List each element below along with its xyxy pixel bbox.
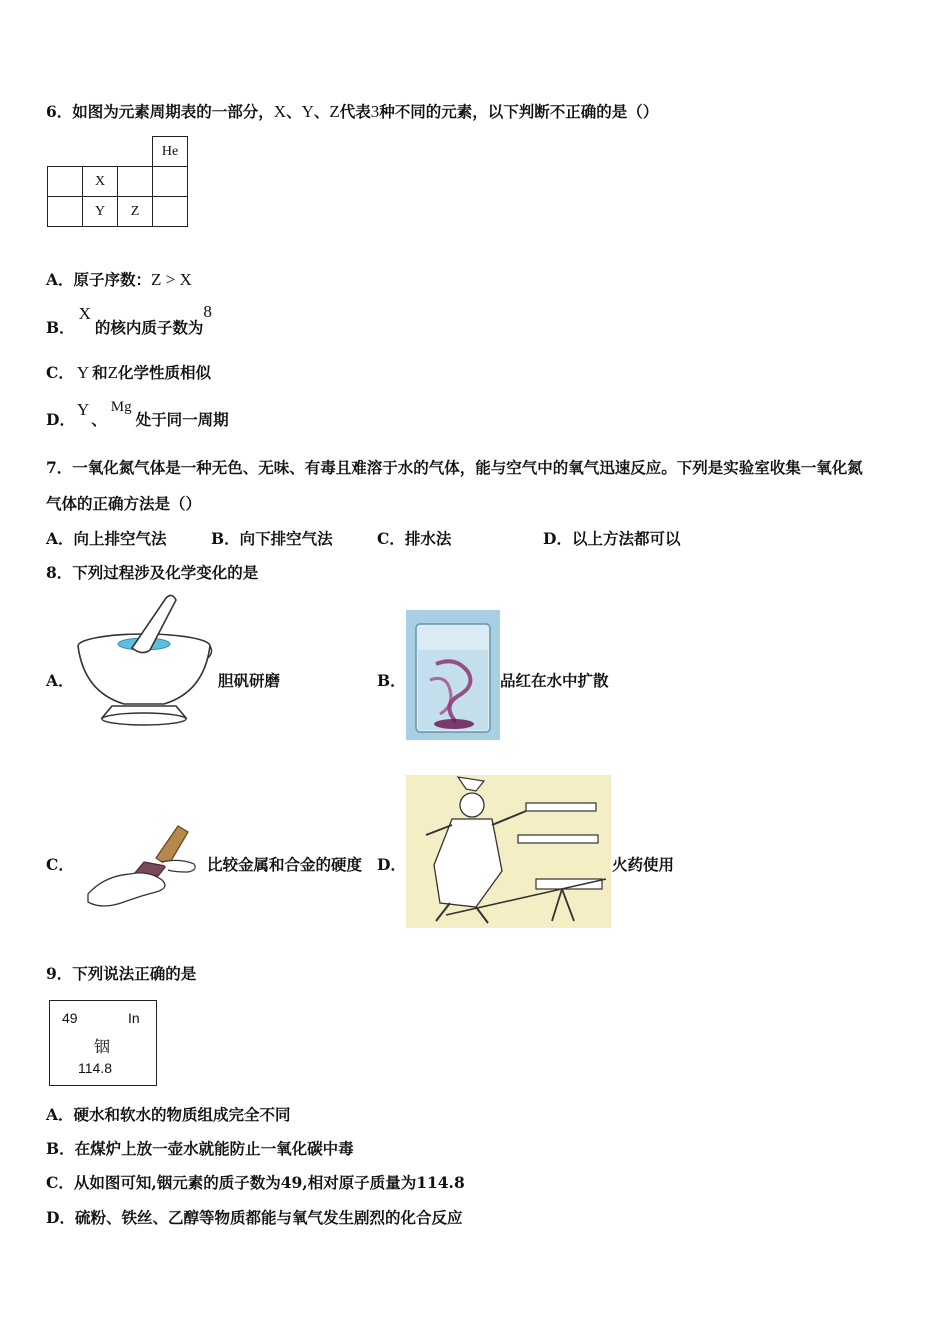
q9-option-b: B．在煤炉上放一壶水就能防止一氧化碳中毒: [46, 1139, 354, 1158]
q8-option-b-label: B．: [377, 671, 406, 690]
q6-option-a: A．原子序数：Z > X: [46, 270, 192, 289]
q8-option-c-label: C．: [46, 855, 74, 874]
cell-he: He: [153, 137, 188, 167]
gunpowder-use-image: [406, 775, 611, 928]
q9-option-c: C．从如图可知,铟元素的质子数为49,相对原子质量为114.8: [46, 1173, 465, 1192]
q9-option-a: A．硬水和软水的物质组成完全不同: [46, 1105, 291, 1124]
q9-stem: 9．下列说法正确的是: [46, 964, 197, 983]
q7-stem-line1: 7．一氧化氮气体是一种无色、无味、有毒且难溶于水的气体，能与空气中的氧气迅速反应。下列是实验室收集一氧化氮: [46, 458, 863, 477]
q7-option-a: A．向上排空气法: [46, 529, 167, 548]
atomic-number: 49: [62, 1010, 78, 1026]
element-name: 铟: [94, 1037, 111, 1056]
scratch-metal-image: [84, 822, 204, 910]
cell-z: Z: [118, 197, 153, 227]
q8-option-d-text: 火药使用: [612, 855, 675, 874]
element-symbol: In: [128, 1010, 140, 1026]
cell-x: X: [83, 167, 118, 197]
q8-option-d-label: D．: [377, 855, 406, 874]
q7-option-d: D．以上方法都可以: [543, 529, 681, 548]
q6-option-d: D．Y、Mg处于同一周期: [46, 399, 229, 429]
q6-option-c: C． Y 和Z化学性质相似: [46, 363, 212, 382]
q8-option-c-text: 比较金属和合金的硬度: [207, 855, 363, 874]
q8-stem: 8．下列过程涉及化学变化的是: [46, 563, 259, 582]
element-card-indium: [49, 1000, 157, 1086]
mortar-pestle-image: [72, 592, 214, 730]
q7-option-b: B．向下排空气法: [211, 529, 333, 548]
q8-option-a-text: 胆矾研磨: [218, 671, 281, 690]
beaker-dye-image: [406, 610, 500, 740]
periodic-table-fragment: [47, 136, 188, 227]
q6-option-b: B．X的核内质子数为8: [46, 302, 212, 337]
q6-stem: 6．如图为元素周期表的一部分，X、Y、Z代表3种不同的元素，以下判断不正确的是（）: [46, 102, 659, 121]
q7-option-c: C．排水法: [377, 529, 452, 548]
q8-option-b-text: 品红在水中扩散: [500, 671, 609, 690]
q9-option-d: D．硫粉、铁丝、乙醇等物质都能与氧气发生剧烈的化合反应: [46, 1208, 463, 1227]
atomic-mass: 114.8: [78, 1060, 112, 1076]
cell-y: Y: [83, 197, 118, 227]
q8-option-a-label: A．: [46, 671, 74, 690]
q7-stem-line2: 气体的正确方法是（）: [46, 494, 202, 513]
